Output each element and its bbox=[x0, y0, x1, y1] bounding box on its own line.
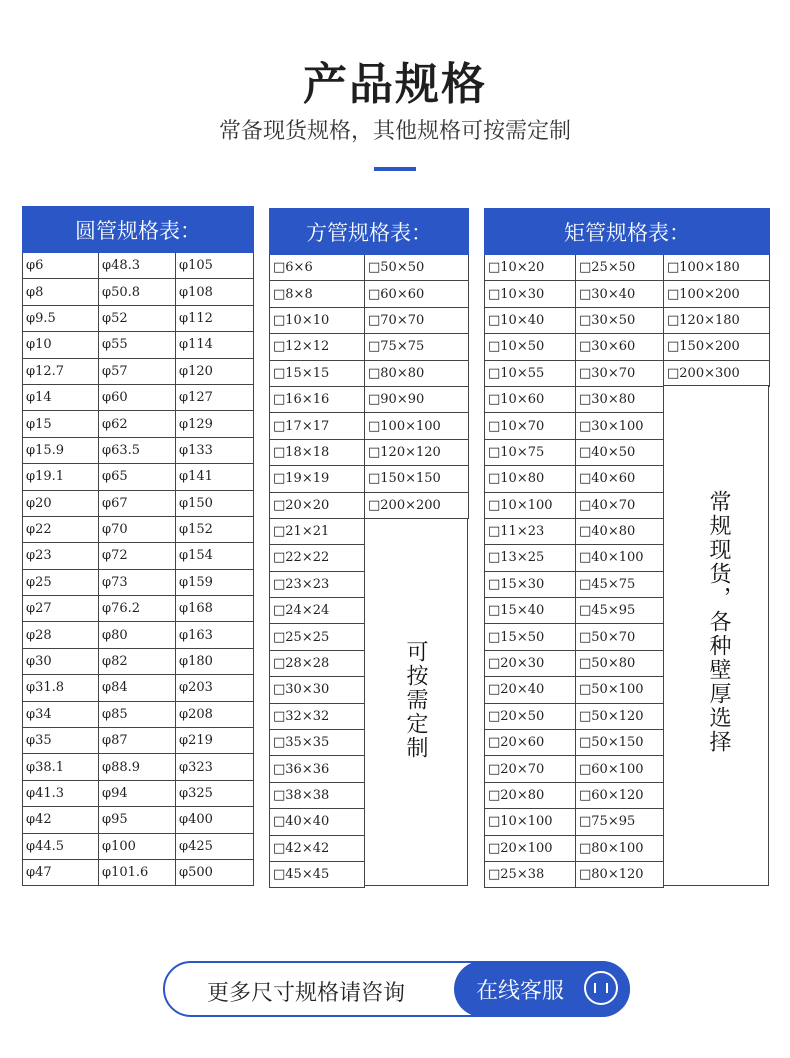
table-row bbox=[270, 281, 469, 307]
table-row bbox=[270, 255, 469, 281]
table-row bbox=[23, 807, 254, 833]
spec-cell: φ150 bbox=[176, 490, 254, 516]
spec-cell: □10×50 bbox=[485, 334, 576, 360]
spec-cell: □6×6 bbox=[270, 255, 365, 281]
spec-cell: □8×8 bbox=[270, 281, 365, 307]
spec-cell: φ67 bbox=[99, 490, 176, 516]
spec-cell: φ72 bbox=[99, 543, 176, 569]
spec-cell: □13×25 bbox=[485, 545, 576, 571]
spec-cell: φ425 bbox=[176, 833, 254, 859]
spec-cell: φ47 bbox=[23, 859, 99, 885]
spec-cell: φ100 bbox=[99, 833, 176, 859]
spec-cell: □20×30 bbox=[485, 650, 576, 676]
spec-cell: φ52 bbox=[99, 305, 176, 331]
online-service-label: 在线客服 bbox=[476, 979, 565, 1004]
spec-cell: □60×100 bbox=[576, 756, 664, 782]
spec-cell: □30×70 bbox=[576, 360, 664, 386]
spec-cell: □21×21 bbox=[270, 518, 365, 544]
spec-cell: □10×55 bbox=[485, 360, 576, 386]
spec-cell: φ87 bbox=[99, 728, 176, 754]
spec-cell: □60×120 bbox=[576, 782, 664, 808]
spec-cell: φ20 bbox=[23, 490, 99, 516]
table-row bbox=[485, 307, 770, 333]
spec-cell: □20×20 bbox=[270, 492, 365, 518]
table-row bbox=[23, 490, 254, 516]
consult-label: 更多尺寸规格请咨询 bbox=[207, 981, 406, 1006]
spec-cell: φ44.5 bbox=[23, 833, 99, 859]
table-row bbox=[23, 859, 254, 885]
table-row bbox=[270, 492, 469, 518]
spec-cell: φ95 bbox=[99, 807, 176, 833]
spec-cell: □10×70 bbox=[485, 413, 576, 439]
spec-cell: φ400 bbox=[176, 807, 254, 833]
spec-cell: φ159 bbox=[176, 569, 254, 595]
spec-cell: □10×100 bbox=[485, 809, 576, 835]
table-row bbox=[270, 466, 469, 492]
spec-cell: φ15 bbox=[23, 411, 99, 437]
spec-cell: φ25 bbox=[23, 569, 99, 595]
table-row bbox=[485, 255, 770, 281]
spec-cell: φ163 bbox=[176, 622, 254, 648]
table-row bbox=[23, 279, 254, 305]
spec-cell: □32×32 bbox=[270, 703, 365, 729]
spec-cell: □16×16 bbox=[270, 386, 365, 412]
spec-cell: φ85 bbox=[99, 701, 176, 727]
spec-cell: □50×50 bbox=[365, 255, 469, 281]
spec-cell: □25×25 bbox=[270, 624, 365, 650]
spec-cell: □20×50 bbox=[485, 703, 576, 729]
spec-cell: □20×70 bbox=[485, 756, 576, 782]
spec-cell: φ112 bbox=[176, 305, 254, 331]
spec-cell: □20×100 bbox=[485, 835, 576, 861]
spec-cell: φ27 bbox=[23, 596, 99, 622]
spec-cell: □40×70 bbox=[576, 492, 664, 518]
spec-cell: φ12.7 bbox=[23, 358, 99, 384]
consult-more-sizes-button[interactable] bbox=[163, 961, 630, 1017]
spec-cell: □12×12 bbox=[270, 334, 365, 360]
spec-cell: φ8 bbox=[23, 279, 99, 305]
spec-cell: □150×200 bbox=[664, 334, 770, 360]
spec-cell: □80×120 bbox=[576, 861, 664, 887]
page-title: 产品规格 bbox=[303, 59, 487, 110]
spec-cell: □50×70 bbox=[576, 624, 664, 650]
table-row bbox=[270, 307, 469, 333]
spec-cell: φ154 bbox=[176, 543, 254, 569]
round-tube-spec-table bbox=[22, 206, 254, 886]
spec-cell: □70×70 bbox=[365, 307, 469, 333]
spec-cell: φ34 bbox=[23, 701, 99, 727]
spec-cell: □100×100 bbox=[365, 413, 469, 439]
table-row bbox=[23, 332, 254, 358]
spec-cell: φ22 bbox=[23, 516, 99, 542]
rect-table-title: 矩管规格表： bbox=[485, 209, 770, 255]
table-row bbox=[23, 833, 254, 859]
spec-cell: □23×23 bbox=[270, 571, 365, 597]
spec-cell: □150×150 bbox=[365, 466, 469, 492]
spec-cell: □40×60 bbox=[576, 466, 664, 492]
spec-cell: φ70 bbox=[99, 516, 176, 542]
spec-cell: □25×50 bbox=[576, 255, 664, 281]
page-subtitle: 常备现货规格，其他规格可按需定制 bbox=[218, 119, 571, 144]
spec-cell: □50×100 bbox=[576, 677, 664, 703]
spec-cell: □36×36 bbox=[270, 756, 365, 782]
spec-cell: φ35 bbox=[23, 728, 99, 754]
spec-cell: □80×100 bbox=[576, 835, 664, 861]
spec-cell: φ82 bbox=[99, 648, 176, 674]
spec-cell: □40×40 bbox=[270, 809, 365, 835]
table-row bbox=[23, 728, 254, 754]
table-row bbox=[485, 360, 770, 386]
spec-cell: □15×30 bbox=[485, 571, 576, 597]
spec-cell: □30×50 bbox=[576, 307, 664, 333]
table-row bbox=[23, 675, 254, 701]
spec-cell: □100×200 bbox=[664, 281, 770, 307]
table-row bbox=[23, 622, 254, 648]
spec-cell: □60×60 bbox=[365, 281, 469, 307]
spec-cell: φ65 bbox=[99, 464, 176, 490]
spec-cell: □15×15 bbox=[270, 360, 365, 386]
spec-cell: φ15.9 bbox=[23, 437, 99, 463]
spec-cell: φ76.2 bbox=[99, 596, 176, 622]
spec-cell: □30×100 bbox=[576, 413, 664, 439]
spec-cell: φ129 bbox=[176, 411, 254, 437]
spec-cell: □42×42 bbox=[270, 835, 365, 861]
spec-cell: □75×95 bbox=[576, 809, 664, 835]
online-service-button[interactable] bbox=[454, 961, 630, 1017]
spec-cell: φ203 bbox=[176, 675, 254, 701]
spec-cell: □200×300 bbox=[664, 360, 770, 386]
table-row bbox=[23, 648, 254, 674]
spec-cell: □17×17 bbox=[270, 413, 365, 439]
spec-cell: φ108 bbox=[176, 279, 254, 305]
spec-cell: φ208 bbox=[176, 701, 254, 727]
spec-cell: φ114 bbox=[176, 332, 254, 358]
spec-cell: □120×180 bbox=[664, 307, 770, 333]
spec-cell: □45×75 bbox=[576, 571, 664, 597]
table-row bbox=[23, 253, 254, 279]
table-row bbox=[23, 701, 254, 727]
accent-divider bbox=[374, 167, 416, 171]
spec-cell: □10×75 bbox=[485, 439, 576, 465]
table-row bbox=[23, 569, 254, 595]
round-table-title: 圆管规格表： bbox=[23, 207, 254, 253]
spec-cell: φ500 bbox=[176, 859, 254, 885]
spec-cell: □50×80 bbox=[576, 650, 664, 676]
spec-cell: □15×40 bbox=[485, 598, 576, 624]
spec-cell: □90×90 bbox=[365, 386, 469, 412]
spec-cell: □75×75 bbox=[365, 334, 469, 360]
spec-cell: φ84 bbox=[99, 675, 176, 701]
spec-cell: □28×28 bbox=[270, 650, 365, 676]
spec-cell: □50×120 bbox=[576, 703, 664, 729]
spec-cell: φ30 bbox=[23, 648, 99, 674]
spec-cell: □15×50 bbox=[485, 624, 576, 650]
table-row bbox=[270, 334, 469, 360]
spec-cell: □20×60 bbox=[485, 730, 576, 756]
spec-cell: φ10 bbox=[23, 332, 99, 358]
square-custom-note: 可按需定制 bbox=[403, 640, 428, 760]
spec-cell: φ23 bbox=[23, 543, 99, 569]
table-row bbox=[23, 384, 254, 410]
spec-cell: □24×24 bbox=[270, 598, 365, 624]
square-table-title: 方管规格表： bbox=[270, 209, 469, 255]
spec-cell: □120×120 bbox=[365, 439, 469, 465]
spec-cell: φ9.5 bbox=[23, 305, 99, 331]
spec-cell: φ94 bbox=[99, 780, 176, 806]
spec-cell: □18×18 bbox=[270, 439, 365, 465]
spec-cell: □40×100 bbox=[576, 545, 664, 571]
spec-cell: φ28 bbox=[23, 622, 99, 648]
rect-stock-note: 常规现货，各种壁厚选择 bbox=[706, 490, 731, 754]
spec-cell: □50×150 bbox=[576, 730, 664, 756]
spec-cell: φ101.6 bbox=[99, 859, 176, 885]
spec-cell: φ19.1 bbox=[23, 464, 99, 490]
spec-cell: φ105 bbox=[176, 253, 254, 279]
spec-cell: □38×38 bbox=[270, 782, 365, 808]
spec-cell: □10×100 bbox=[485, 492, 576, 518]
spec-cell: φ38.1 bbox=[23, 754, 99, 780]
spec-cell: φ57 bbox=[99, 358, 176, 384]
spec-cell: □45×95 bbox=[576, 598, 664, 624]
table-row bbox=[270, 386, 469, 412]
spec-cell: φ62 bbox=[99, 411, 176, 437]
spec-cell: φ325 bbox=[176, 780, 254, 806]
spec-cell: φ14 bbox=[23, 384, 99, 410]
spec-cell: □200×200 bbox=[365, 492, 469, 518]
spec-cell: □45×45 bbox=[270, 861, 365, 887]
spec-cell: φ80 bbox=[99, 622, 176, 648]
table-row bbox=[23, 305, 254, 331]
table-row bbox=[23, 516, 254, 542]
spec-cell: □10×20 bbox=[485, 255, 576, 281]
spec-cell: □10×40 bbox=[485, 307, 576, 333]
spec-cell: □10×30 bbox=[485, 281, 576, 307]
spec-cell: □10×60 bbox=[485, 386, 576, 412]
spec-cell: φ42 bbox=[23, 807, 99, 833]
spec-cell: φ168 bbox=[176, 596, 254, 622]
spec-cell: φ31.8 bbox=[23, 675, 99, 701]
spec-cell: □30×30 bbox=[270, 677, 365, 703]
table-row bbox=[485, 281, 770, 307]
spec-cell: φ50.8 bbox=[99, 279, 176, 305]
spec-cell: □40×80 bbox=[576, 518, 664, 544]
spec-cell: □25×38 bbox=[485, 861, 576, 887]
spec-cell: φ133 bbox=[176, 437, 254, 463]
spec-cell: φ127 bbox=[176, 384, 254, 410]
spec-cell: □10×10 bbox=[270, 307, 365, 333]
table-row bbox=[23, 754, 254, 780]
spec-cell: □11×23 bbox=[485, 518, 576, 544]
spec-cell: □20×80 bbox=[485, 782, 576, 808]
spec-cell: φ6 bbox=[23, 253, 99, 279]
spec-cell: □30×40 bbox=[576, 281, 664, 307]
spec-cell: □19×19 bbox=[270, 466, 365, 492]
spec-cell: □40×50 bbox=[576, 439, 664, 465]
spec-cell: φ48.3 bbox=[99, 253, 176, 279]
table-row bbox=[270, 439, 469, 465]
table-row bbox=[485, 334, 770, 360]
spec-cell: □22×22 bbox=[270, 545, 365, 571]
chat-icon bbox=[584, 971, 618, 1005]
spec-cell: φ180 bbox=[176, 648, 254, 674]
spec-cell: □35×35 bbox=[270, 730, 365, 756]
table-row bbox=[23, 411, 254, 437]
table-row bbox=[23, 464, 254, 490]
spec-cell: φ88.9 bbox=[99, 754, 176, 780]
table-row bbox=[23, 437, 254, 463]
table-row bbox=[23, 596, 254, 622]
spec-cell: φ41.3 bbox=[23, 780, 99, 806]
spec-cell: □30×60 bbox=[576, 334, 664, 360]
spec-cell: □20×40 bbox=[485, 677, 576, 703]
spec-cell: □10×80 bbox=[485, 466, 576, 492]
spec-cell: □100×180 bbox=[664, 255, 770, 281]
table-row bbox=[23, 358, 254, 384]
table-row bbox=[23, 780, 254, 806]
spec-cell: φ63.5 bbox=[99, 437, 176, 463]
spec-cell: φ73 bbox=[99, 569, 176, 595]
spec-cell: φ219 bbox=[176, 728, 254, 754]
spec-cell: φ120 bbox=[176, 358, 254, 384]
spec-cell: □80×80 bbox=[365, 360, 469, 386]
spec-cell: φ141 bbox=[176, 464, 254, 490]
spec-cell: φ60 bbox=[99, 384, 176, 410]
spec-cell: □30×80 bbox=[576, 386, 664, 412]
spec-cell: φ55 bbox=[99, 332, 176, 358]
table-row bbox=[270, 413, 469, 439]
spec-cell: φ152 bbox=[176, 516, 254, 542]
spec-cell: φ323 bbox=[176, 754, 254, 780]
table-row bbox=[270, 360, 469, 386]
table-row bbox=[23, 543, 254, 569]
